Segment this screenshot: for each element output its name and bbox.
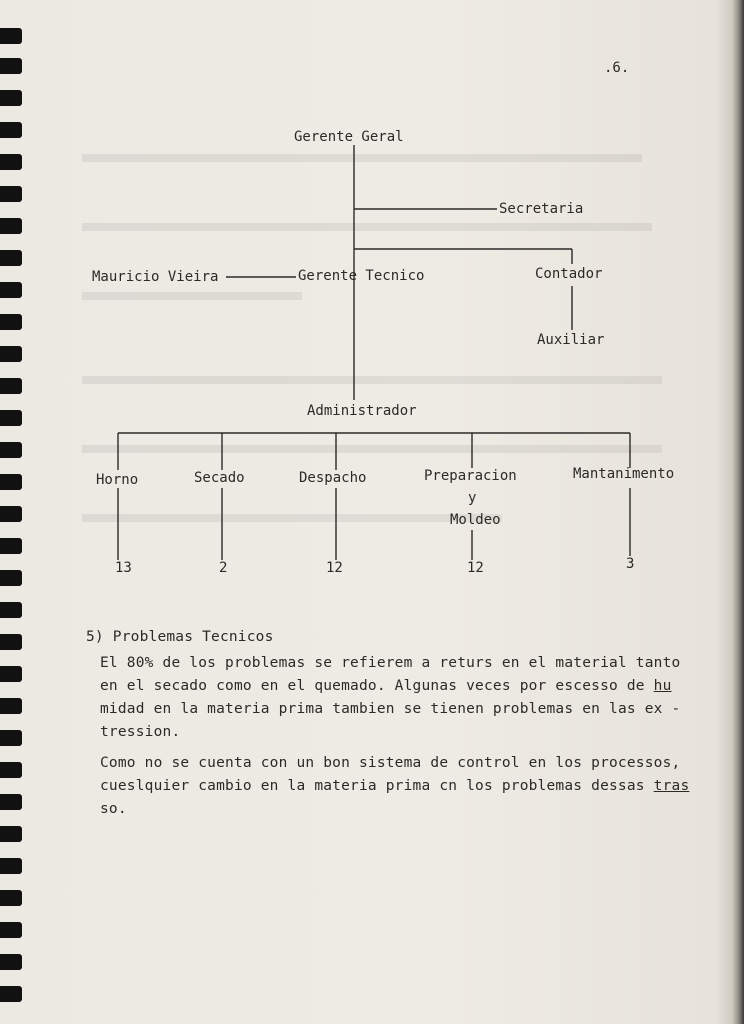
org-department-line2: y [468,490,477,506]
org-department-line3: Moldeo [450,512,501,528]
org-node-assistant: Mauricio Vieira [92,269,219,285]
paragraph-line: tression. [100,724,181,740]
org-department-count: 3 [626,556,635,572]
paragraph-line: en el secado como en el quemado. Algunas veces por escesso de hu [100,678,672,694]
paragraph-line: El 80% de los problemas se refierem a returs en el material tanto [100,655,681,671]
paragraph-line: midad en la materia prima tambien se tienen problemas en las ex - [100,701,681,717]
org-department-count: 12 [467,560,484,576]
org-department-count: 12 [326,560,343,576]
org-department: Horno [96,472,139,488]
org-node-ceo: Gerente Geral [294,129,404,145]
org-department-count: 2 [219,560,228,576]
org-node-technical-manager: Gerente Tecnico [298,268,425,284]
org-department: Preparacion [424,468,517,484]
paragraph-line: so. [100,801,127,817]
org-department-count: 13 [115,560,132,576]
org-department: Despacho [299,470,367,486]
org-node-secretary: Secretaria [499,201,584,217]
org-department: Secado [194,470,245,486]
org-department: Mantanimento [573,466,675,482]
section-heading: 5) Problemas Tecnicos [86,629,274,645]
org-node-accountant: Contador [535,266,603,282]
org-node-administrator: Administrador [307,403,417,419]
paragraph-line: Como no se cuenta con un bon sistema de control en los processos, [100,755,681,771]
page-number: .6. [604,60,630,76]
paragraph-line: cueslquier cambio en la materia prima cn los problemas dessas tras [100,778,690,794]
org-node-accountant-aux: Auxiliar [537,332,605,348]
